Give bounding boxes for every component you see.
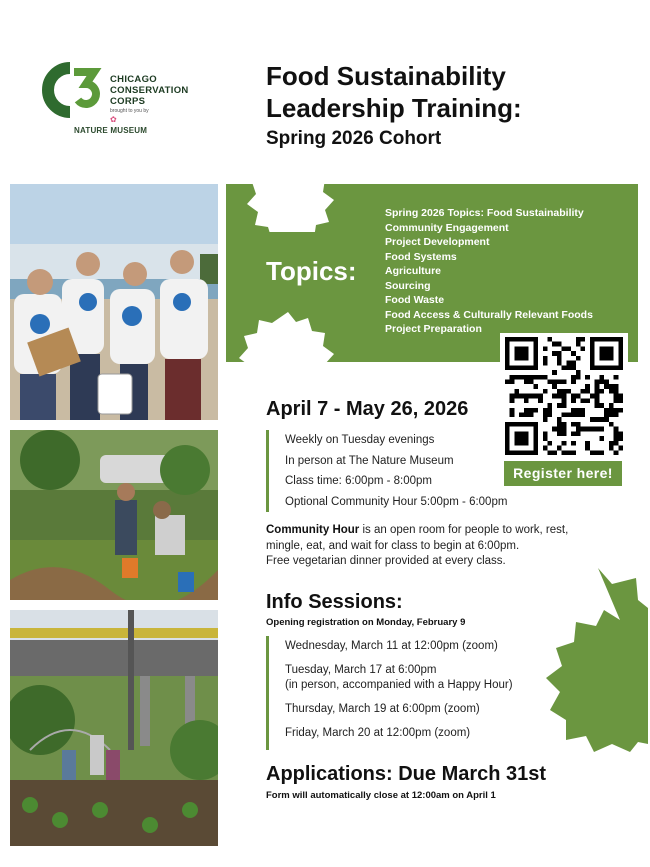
topic-item: Food Waste (385, 294, 445, 306)
session-item: Friday, March 20 at 12:00pm (zoom) (285, 727, 471, 739)
page-subtitle: Spring 2026 Cohort (266, 128, 442, 149)
logo-org-line1: CHICAGO (110, 74, 157, 85)
logo-museum-name: NATURE MUSEUM (74, 126, 148, 135)
info-sessions-heading: Info Sessions: (266, 591, 403, 613)
topics-heading: Topics: (266, 256, 357, 286)
session-item-line2: (in person, accompanied with a Happy Hour) (285, 679, 513, 691)
session-item: Thursday, March 19 at 6:00pm (zoom) (285, 703, 480, 715)
gear-decoration-bottom (234, 310, 342, 362)
session-item (285, 663, 546, 693)
topic-item: Agriculture (385, 265, 442, 277)
c3-logo (36, 58, 206, 142)
opening-registration: Opening registration on Monday, February 9 (266, 617, 466, 628)
topic-item: Project Preparation (385, 323, 482, 335)
photo-garden-work (10, 430, 218, 600)
logo-org-line2: CONSERVATION (110, 85, 189, 96)
qr-code-icon (504, 337, 624, 455)
applications-heading: Applications: Due March 31st (266, 763, 547, 785)
schedule-item: In person at The Nature Museum (285, 454, 454, 467)
schedule-details (266, 430, 507, 512)
logo-org-line3: CORPS (110, 96, 146, 107)
session-item-line1: Tuesday, March 17 at 6:00pm (285, 664, 437, 676)
photo-volunteers-beach (10, 184, 218, 420)
dinner-note: Free vegetarian dinner provided at every class. (266, 555, 506, 567)
schedule-item: Weekly on Tuesday evenings (285, 434, 435, 446)
title-line1: Food Sustainability (266, 61, 506, 91)
schedule-item: Optional Community Hour 5:00pm - 6:00pm (285, 495, 508, 508)
flower-icon: ✿ (110, 115, 117, 124)
topic-item: Sourcing (385, 279, 431, 292)
registration-qr-code[interactable] (500, 333, 628, 459)
community-hour-term: Community Hour (266, 524, 360, 536)
gear-decoration-right (536, 566, 648, 752)
c3-logo-icon (36, 60, 106, 120)
info-sessions-list (266, 636, 546, 750)
community-hour-text: is an open room for people to work, rest, mingle, eat, and wait for class to begin at 6:00pm. (266, 524, 569, 552)
topic-item: Food Access & Culturally Relevant Foods (385, 308, 593, 321)
topic-item: Project Development (385, 236, 490, 248)
date-range: April 7 - May 26, 2026 (266, 398, 469, 420)
photo-urban-garden (10, 610, 218, 846)
topic-item: Food Systems (385, 250, 457, 263)
register-button[interactable]: Register here! (504, 461, 622, 486)
gear-decoration-top (234, 184, 342, 232)
applications-note: Form will automatically close at 12:00am on April 1 (266, 790, 496, 801)
topics-list (385, 206, 593, 337)
logo-brought-by: brought to you by (110, 108, 149, 114)
community-hour-description (266, 523, 596, 570)
schedule-item: Class time: 6:00pm - 8:00pm (285, 475, 433, 487)
page-title (266, 60, 522, 124)
topic-item: Community Engagement (385, 221, 509, 234)
session-item: Wednesday, March 11 at 12:00pm (zoom) (285, 640, 498, 652)
topic-item: Spring 2026 Topics: Food Sustainability (385, 207, 584, 219)
title-line2: Leadership Training: (266, 93, 522, 123)
